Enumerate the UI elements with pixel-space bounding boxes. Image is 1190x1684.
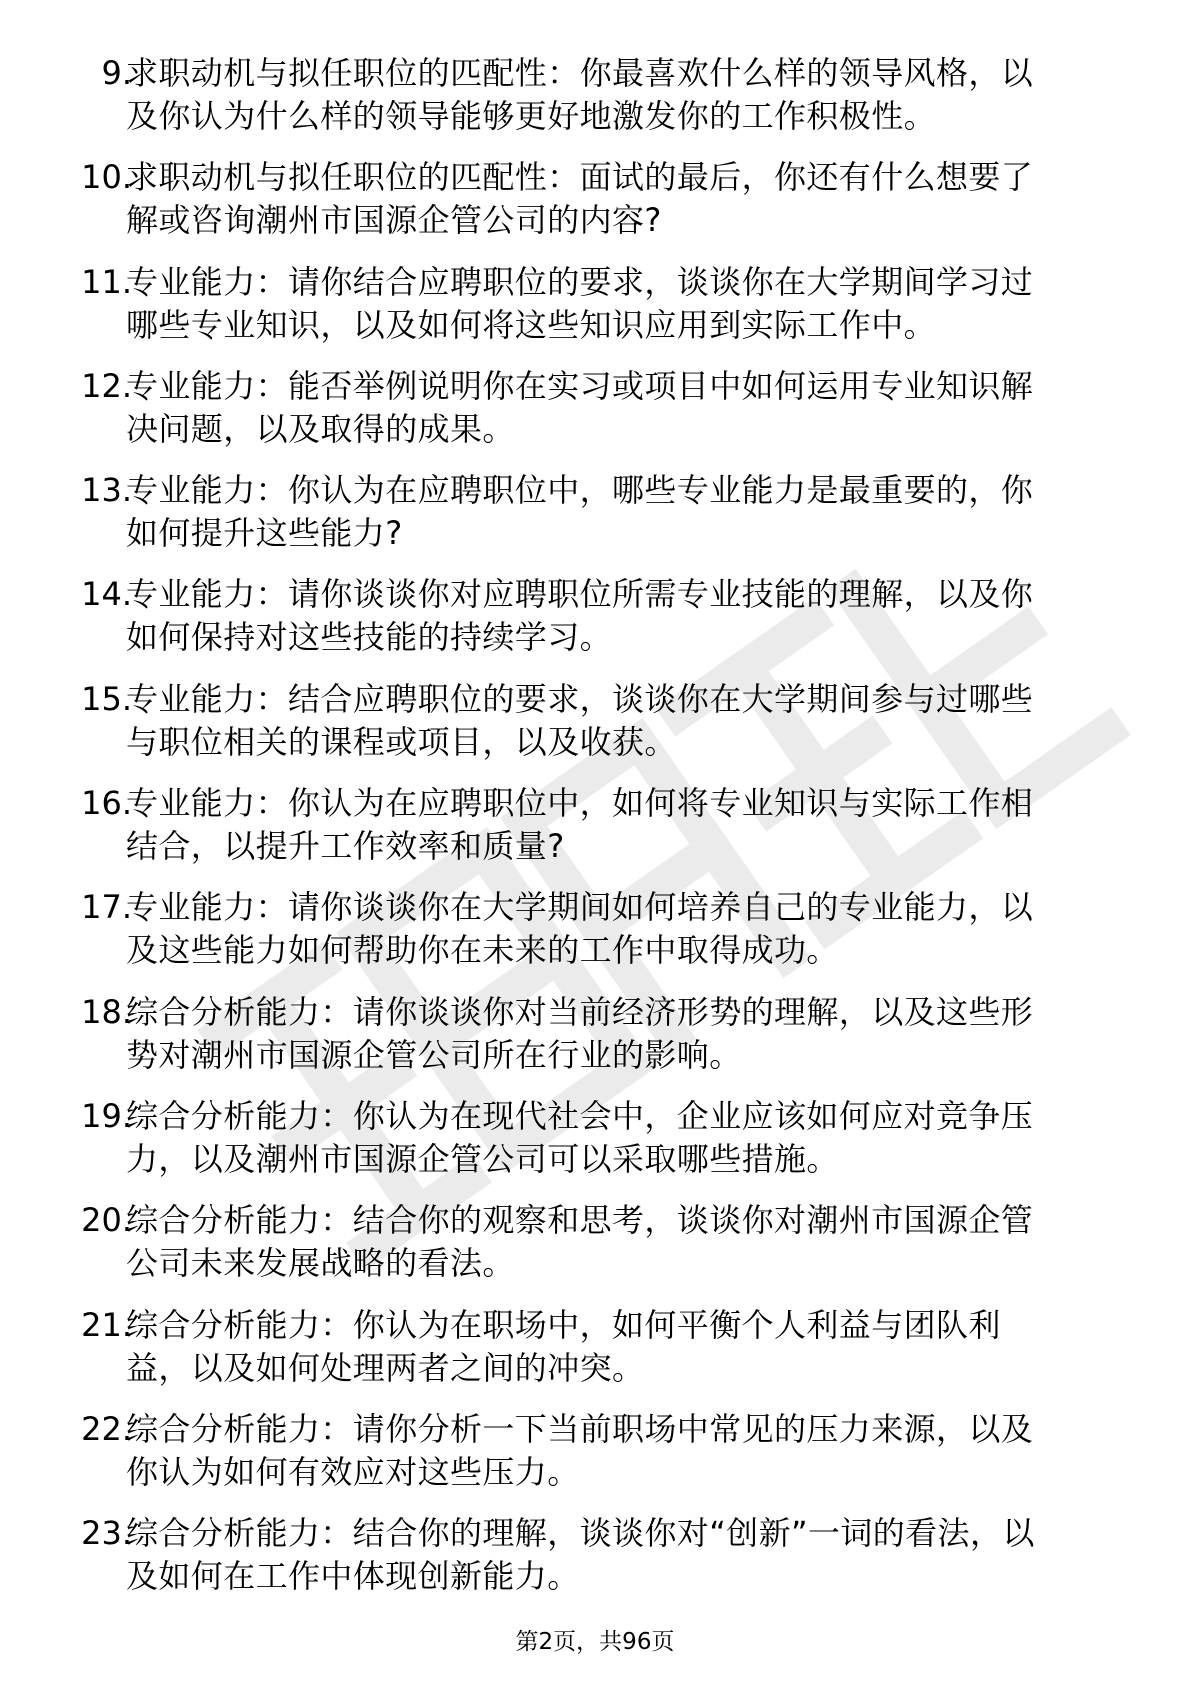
- question-text: 专业能力：你认为在应聘职位中，哪些专业能力是最重要的，你 如何提升这些能力?: [126, 471, 1034, 553]
- question-item: [0, 156, 1190, 260]
- question-number: 12.: [81, 366, 132, 405]
- question-number: 10.: [81, 158, 132, 197]
- question-number: 14.: [81, 575, 132, 614]
- question-list: [0, 52, 1190, 1616]
- question-text: 求职动机与拟任职位的匹配性：你最喜欢什么样的领导风格，以 及你认为什么样的领导能够更好地激发你的工作积极性。: [126, 54, 1034, 135]
- question-item: [0, 469, 1190, 573]
- question-number: 19.: [81, 1096, 132, 1135]
- question-text: 综合分析能力：请你分析一下当前职场中常见的压力来源，以及 你认为如何有效应对这些压力。: [126, 1409, 1034, 1491]
- question-text: 专业能力：能否举例说明你在实习或项目中如何运用专业知识解 决问题，以及取得的成果。: [126, 366, 1034, 448]
- question-number: 9.: [101, 54, 132, 92]
- question-number: 17.: [81, 888, 132, 927]
- question-item: [0, 52, 1190, 156]
- question-item: [0, 1095, 1190, 1199]
- question-text: 综合分析能力：你认为在职场中，如何平衡个人利益与团队利 益，以及如何处理两者之间的冲突。: [126, 1305, 1001, 1387]
- question-text: 专业能力：请你谈谈你在大学期间如何培养自己的专业能力，以 及这些能力如何帮助你在未来的工作中取得成功。: [126, 888, 1034, 970]
- question-item: [0, 573, 1190, 677]
- question-number: 23.: [81, 1514, 132, 1553]
- question-item: [0, 678, 1190, 782]
- question-number: 22.: [81, 1409, 132, 1448]
- question-text: 综合分析能力：请你谈谈你对当前经济形势的理解，以及这些形 势对潮州市国源企管公司所在行业的影响。: [126, 992, 1034, 1074]
- question-item: [0, 782, 1190, 886]
- question-number: 18.: [81, 992, 132, 1031]
- question-item: [0, 1304, 1190, 1408]
- question-text: 专业能力：你认为在应聘职位中，如何将专业知识与实际工作相 结合，以提升工作效率和质量?: [126, 784, 1034, 866]
- question-text: 综合分析能力：结合你的理解，谈谈你对“创新”一词的看法，以 及如何在工作中体现创新能力。: [126, 1514, 1035, 1596]
- question-text: 专业能力：请你结合应聘职位的要求，谈谈你在大学期间学习过 哪些专业知识，以及如何将这些知识应用到实际工作中。: [126, 262, 1034, 344]
- question-text: 专业能力：结合应聘职位的要求，谈谈你在大学期间参与过哪些 与职位相关的课程或项目，以及收获。: [126, 679, 1034, 761]
- question-text: 专业能力：请你谈谈你对应聘职位所需专业技能的理解，以及你 如何保持对这些技能的持续学习。: [126, 575, 1034, 657]
- question-item: [0, 1199, 1190, 1303]
- question-item: [0, 886, 1190, 990]
- page-number-footer: 第2页，共96页: [515, 1629, 675, 1655]
- question-item: [0, 365, 1190, 469]
- question-number: 16.: [81, 784, 132, 823]
- question-item: [0, 1512, 1190, 1616]
- question-text: 综合分析能力：你认为在现代社会中，企业应该如何应对竞争压 力，以及潮州市国源企管公司可以采取哪些措施。: [126, 1096, 1034, 1178]
- question-number: 13.: [81, 471, 132, 510]
- question-item: [0, 1408, 1190, 1512]
- question-number: 21.: [81, 1305, 132, 1344]
- question-item: [0, 261, 1190, 365]
- question-item: [0, 991, 1190, 1095]
- question-text: 综合分析能力：结合你的观察和思考，谈谈你对潮州市国源企管 公司未来发展战略的看法。: [126, 1201, 1034, 1283]
- question-text: 求职动机与拟任职位的匹配性：面试的最后，你还有什么想要了 解或咨询潮州市国源企管公司的内容?: [126, 158, 1034, 240]
- question-number: 11.: [81, 262, 132, 301]
- question-number: 20.: [81, 1201, 132, 1240]
- question-number: 15.: [81, 679, 132, 718]
